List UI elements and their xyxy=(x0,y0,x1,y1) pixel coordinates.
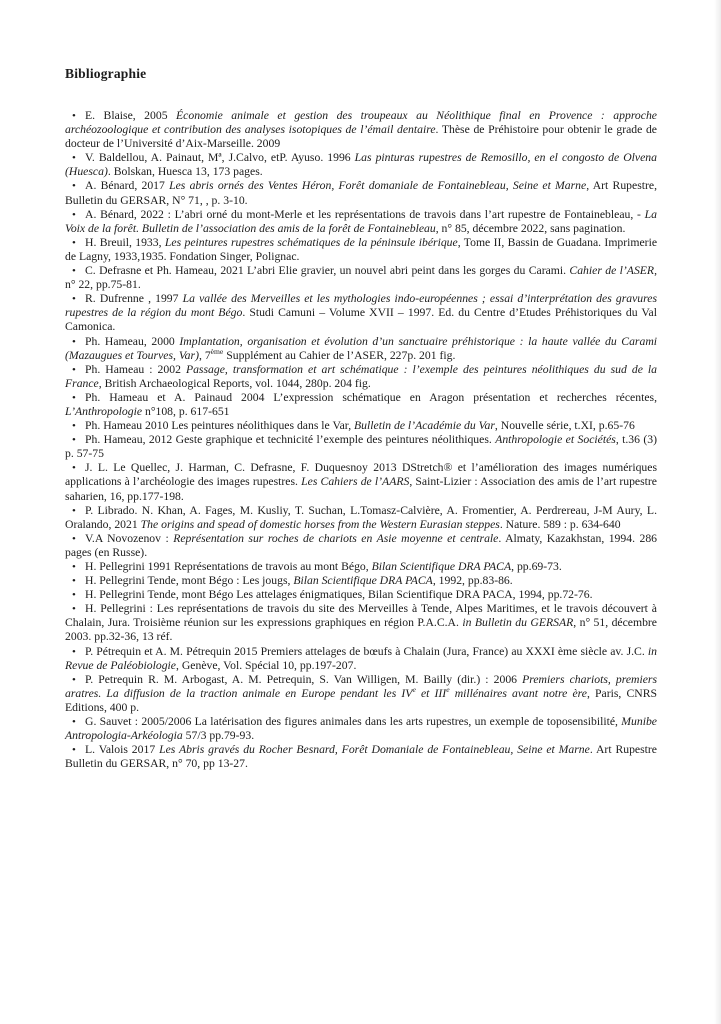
bibliography-list xyxy=(65,109,657,771)
bibliography-entry xyxy=(65,588,657,602)
bullet-icon: • xyxy=(72,532,76,545)
bullet-icon: • xyxy=(72,293,76,306)
entry-text: J. L. Le Quellec, J. Harman, C. Defrasne, F. Duquesnoy 2013 DStretch® et l’amélioration des images numériques applications à l’archéologie des images rupestres. xyxy=(65,461,657,489)
entry-text: e xyxy=(412,684,416,694)
entry-text: V.A Novozenov : xyxy=(85,531,174,545)
bibliography-entry xyxy=(65,532,657,560)
entry-text: A. Bénard, 2017 xyxy=(85,179,170,193)
entry-text: H. Breuil, 1933, xyxy=(85,235,165,249)
entry-text: P. Pétrequin et A. M. Pétrequin 2015 Premiers attelages de bœufs à Chalain (Jura, France) au XXXI ème siècle av. J.C. xyxy=(85,644,648,658)
entry-text: L’Anthropologie xyxy=(65,404,143,418)
bullet-icon: • xyxy=(72,110,76,122)
entry-text: . Studi Camuni – Volume XVII – 1997. Ed. du Centre d’Etudes Préhistoriques du Val Camonica. xyxy=(65,306,657,334)
entry-text: 57/3 pp.79-93. xyxy=(182,729,255,743)
entry-text: H. Pellegrini Tende, mont Bégo : Les jougs, xyxy=(85,574,294,588)
bullet-icon: • xyxy=(72,335,76,348)
entry-text: L. Valois 2017 xyxy=(85,743,160,757)
entry-text: Munibe Antropologia-Arkéologia xyxy=(65,715,657,743)
entry-text: in Revue de Paléobiologie xyxy=(65,644,657,672)
bibliography-entry xyxy=(65,560,657,574)
entry-text: . Almaty, Kazakhstan, 1994. 286 pages (en Russe). xyxy=(65,531,658,559)
entry-text: , Nouvelle série, t.XI, p.65-76 xyxy=(494,419,635,433)
entry-text: Les peintures rupestres schématiques de la péninsule ibérique xyxy=(164,235,458,249)
entry-text: e xyxy=(446,684,450,694)
entry-text: . Bolskan, Huesca 13, 173 pages. xyxy=(107,165,263,179)
entry-text: H. Pellegrini Tende, mont Bégo Les attelages énigmatiques, Bilan Scientifique DRA PACA, 1994, pp.72-76. xyxy=(85,588,593,602)
bibliography-entry xyxy=(65,433,657,461)
bibliography-entry xyxy=(65,673,657,715)
entry-text: , Genève, Vol. Spécial 10, pp.197-207. xyxy=(176,658,357,672)
entry-text: A. Bénard, 2022 : L’abri orné du mont-Merle et les représentations de travois dans l’art rupestre de Fontainebleau, - xyxy=(85,207,645,221)
entry-text: , 1992, pp.83-86. xyxy=(432,574,513,588)
bullet-icon: • xyxy=(72,462,76,475)
bullet-icon: • xyxy=(72,180,76,193)
bibliography-entry xyxy=(65,109,657,151)
bullet-icon: • xyxy=(72,504,76,517)
bullet-icon: • xyxy=(72,645,76,658)
bibliography-entry xyxy=(65,715,657,743)
entry-text: Anthropologie et Sociétés xyxy=(495,433,616,447)
entry-text: P. Librado. N. Khan, A. Fages, M. Kusliy, T. Suchan, L.Tomasz-Calvière, A. Fromentier, A. Perdrereau, J-M Aury, L. Oralando, 2021 xyxy=(65,503,657,531)
bullet-icon: • xyxy=(72,434,76,447)
entry-text: Bilan Scientifique DRA PACA xyxy=(293,574,433,588)
bibliography-entry xyxy=(65,504,657,532)
bibliography-entry xyxy=(65,292,657,334)
bullet-icon: • xyxy=(72,673,76,686)
bullet-icon: • xyxy=(72,744,76,757)
bullet-icon: • xyxy=(72,420,76,433)
bibliography-entry xyxy=(65,391,657,419)
entry-text: Ph. Hameau, 2012 Geste graphique et technicité l’exemple des peintures néolithiques. xyxy=(85,433,496,447)
entry-text: E. Blaise, 2005 xyxy=(85,109,177,122)
bullet-icon: • xyxy=(72,208,76,221)
entry-text: V. Baldellou, A. Painaut, Mª, J.Calvo, etP. Ayuso. 1996 xyxy=(85,151,355,165)
entry-text: , Tome II, Bassin de Guadana. Imprimerie de Lagny, 1933,1935. Fondation Singer, Polignac. xyxy=(65,235,658,263)
entry-text: Ph. Hameau : 2002 xyxy=(85,362,186,376)
entry-text: , Art Rupestre, Bulletin du GERSAR, N° 71, , p. 3-10. xyxy=(65,179,657,207)
entry-text: C. Defrasne et Ph. Hameau, 2021 L’abri Elie gravier, un nouvel abri peint dans les gorges du Carami. xyxy=(85,264,570,278)
bullet-icon: • xyxy=(72,391,76,404)
entry-text: millénaires avant notre ère xyxy=(449,686,587,700)
entry-text: , Saint-Lizier : Association des amis de l’art rupestre saharien, 16, pp.177-198. xyxy=(65,475,657,503)
entry-text: R. Dufrenne , 1997 xyxy=(85,292,183,306)
entry-text: P. Petrequin R. M. Arbogast, A. M. Petrequin, S. Van Willigen, M. Bailly (dir.) : 2006 xyxy=(85,672,523,686)
entry-text: Bulletin de l’Académie du Var xyxy=(354,419,495,433)
entry-text: The origins and spead of domestic horses from the Western Eurasian steppes xyxy=(140,517,500,531)
entry-text: , n° 85, décembre 2022, sans pagination. xyxy=(435,221,626,235)
entry-text: , Paris, CNRS Editions, 400 p. xyxy=(65,686,657,714)
bullet-icon: • xyxy=(72,603,76,616)
entry-text: . Nature. 589 : p. 634-640 xyxy=(499,517,621,531)
bibliography-entry xyxy=(65,574,657,588)
bibliography-entry xyxy=(65,461,657,503)
entry-text: Les abris ornés des Ventes Héron, Forêt domaniale de Fontainebleau, Seine et Marne xyxy=(169,179,587,193)
entry-text: Ph. Hameau, 2000 xyxy=(85,334,180,348)
bibliography-entry xyxy=(65,179,657,207)
entry-text: Ph. Hameau et A. Painaud 2004 L’expression schématique en Aragon présentation et recherches récentes, xyxy=(85,390,657,404)
entry-text: n°108, p. 617-651 xyxy=(142,404,230,418)
entry-text: , pp.69-73. xyxy=(511,560,562,573)
entry-text: Cahier de l’ASER xyxy=(569,264,655,278)
bullet-icon: • xyxy=(72,152,76,165)
entry-text: G. Sauvet : 2005/2006 La latérisation des figures animales dans les arts rupestres, un exemple de toposensibilité, xyxy=(85,715,622,729)
entry-text: Passage, transformation et art schématique : l’exemple des peintures néolithiques du sud de la France xyxy=(65,362,657,390)
entry-text: ème xyxy=(210,346,224,356)
bullet-icon: • xyxy=(72,236,76,249)
entry-text: . Art Rupestre Bulletin du GERSAR, n° 70, pp 13-27. xyxy=(65,743,657,771)
entry-text: Représentation sur roches de chariots en Asie moyenne et centrale xyxy=(173,531,499,545)
bibliography-entry xyxy=(65,264,657,292)
bibliography-entry xyxy=(65,602,657,644)
entry-text: Les Abris gravés du Rocher Besnard, Forêt Domaniale de Fontainebleau, Seine et Marne xyxy=(159,743,590,757)
entry-text: , t.36 (3) p. 57-75 xyxy=(65,433,657,461)
entry-text: H. Pellegrini 1991 Représentations de travois au mont Bégo, xyxy=(85,560,372,573)
bullet-icon: • xyxy=(72,363,76,376)
entry-text: , 7 xyxy=(198,348,211,362)
bibliography-entry xyxy=(65,743,657,771)
entry-text: Économie animale et gestion des troupeaux au Néolithique final en Provence : approche archéozoologique et contribution des analyses isotopiques de l’émail dentaire xyxy=(65,109,657,137)
entry-text: , British Archaeological Reports, vol. 1044, 280p. 204 fig. xyxy=(98,376,371,390)
entry-text: H. Pellegrini : Les représentations de travois du site des Merveilles à Tende, Alpes Maritimes, et le travois découvert à Chalain, Jura. Troisième réunion sur les expressions graphiques en région P.A.C.A. xyxy=(65,602,657,630)
entry-text: Bilan Scientifique DRA PACA xyxy=(371,560,512,573)
entry-text: Ph. Hameau 2010 Les peintures néolithiques dans le Var, xyxy=(85,419,355,433)
entry-text: Implantation, organisation et évolution d’un sanctuaire préhistorique : la haute vallée du Carami (Mazaugues et Tourves, Var) xyxy=(65,334,658,362)
entry-text: , n° 51, décembre 2003. pp.32-36, 13 réf. xyxy=(65,616,657,644)
entry-text: . Thèse de Préhistoire pour obtenir le grade de docteur de l’Université d’Aix-Marseille. 2009 xyxy=(65,123,657,151)
entry-text: Les Cahiers de l’AARS xyxy=(301,475,410,489)
bibliography-entry xyxy=(65,363,657,391)
bullet-icon: • xyxy=(72,716,76,729)
bibliography-entry xyxy=(65,335,657,363)
bullet-icon: • xyxy=(72,265,76,278)
bibliography-entry xyxy=(65,151,657,179)
bibliography-entry xyxy=(65,208,657,236)
page-title: Bibliographie xyxy=(65,66,147,81)
entry-text: La vallée des Merveilles et les mythologies indo-européennes ; essai d’interprétation des gravures rupestres de la région du mont Bégo xyxy=(65,292,657,320)
bibliography-entry xyxy=(65,236,657,264)
entry-text: Supplément au Cahier de l’ASER, 227p. 201 fig. xyxy=(223,348,456,362)
bibliography-entry xyxy=(65,419,657,433)
entry-text: La Voix de la forêt. Bulletin de l’association des amis de la forêt de Fontainebleau xyxy=(65,207,657,235)
bullet-icon: • xyxy=(72,561,76,573)
bullet-icon: • xyxy=(72,589,76,602)
entry-text: et III xyxy=(415,686,447,700)
bibliography-entry xyxy=(65,645,657,673)
entry-text: Las pinturas rupestres de Remosillo, en el congosto de Olvena (Huesca) xyxy=(65,151,657,179)
entry-text: in Bulletin du GERSAR xyxy=(462,616,574,630)
entry-text: Premiers chariots, premiers aratres. La diffusion de la traction animale en Europe pendant les IV xyxy=(65,672,658,700)
entry-text: , n° 22, pp.75-81. xyxy=(65,264,657,292)
bullet-icon: • xyxy=(72,575,76,588)
